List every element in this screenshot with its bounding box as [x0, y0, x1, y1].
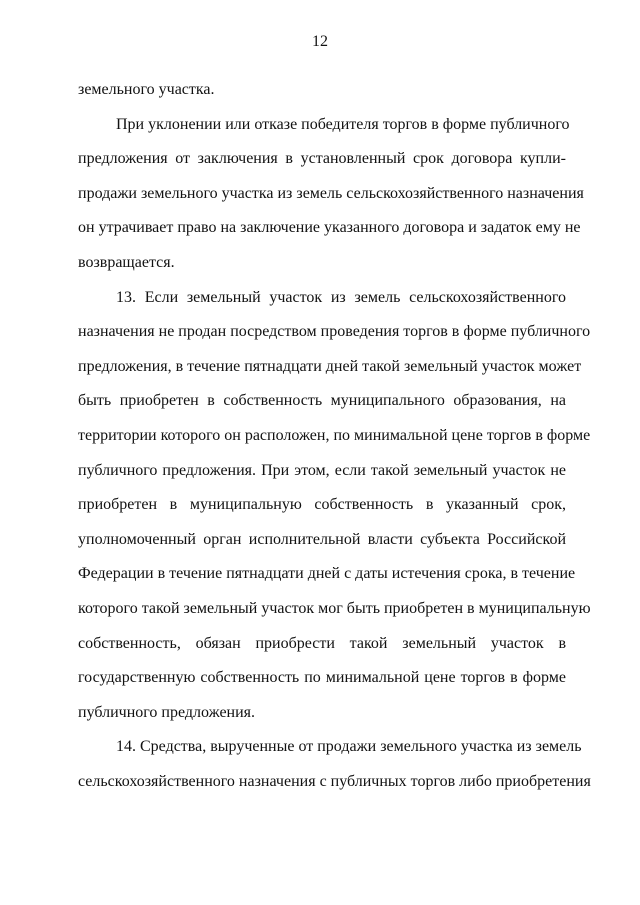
text-line: уполномоченный орган исполнительной власти субъекта Российской [78, 530, 566, 548]
text-line: возвращается. [78, 253, 175, 271]
text-line: Федерации в течение пятнадцати дней с даты истечения срока, в течение [78, 565, 576, 583]
page-number: 12 [312, 33, 328, 50]
document-body [78, 78, 591, 804]
text-line: 14. Средства, вырученные от продажи земельного участка из земель [116, 738, 582, 756]
text-line: быть приобретен в собственность муниципального образования, на [78, 392, 566, 410]
text-line: он утрачивает право на заключение указанного договора и задаток ему не [78, 219, 581, 237]
text-line: приобретен в муниципальную собственность в указанный срок, [78, 496, 566, 514]
text-line: публичного предложения. При этом, если такой земельный участок не [78, 461, 566, 479]
text-line: При уклонении или отказе победителя торгов в форме публичного [116, 115, 570, 133]
text-line: предложения от заключения в установленный срок договора купли- [78, 150, 566, 168]
text-line: продажи земельного участка из земель сельскохозяйственного назначения [78, 184, 584, 202]
text-line: публичного предложения. [78, 703, 256, 721]
text-line: собственность, обязан приобрести такой земельный участок в [78, 634, 566, 652]
text-line: назначения не продан посредством проведения торгов в форме публичного [78, 323, 591, 341]
text-line: территории которого он расположен, по минимальной цене торгов в форме [78, 426, 591, 444]
text-line: предложения, в течение пятнадцати дней такой земельный участок может [78, 357, 582, 375]
text-line: государственную собственность по минимальной цене торгов в форме [78, 669, 566, 687]
text-line: сельскохозяйственного назначения с публичных торгов либо приобретения [78, 772, 591, 790]
text-line: 13. Если земельный участок из земель сельскохозяйственного [116, 288, 566, 306]
text-line: земельного участка. [78, 81, 215, 98]
text-line: которого такой земельный участок мог быть приобретен в муниципальную [78, 599, 591, 617]
